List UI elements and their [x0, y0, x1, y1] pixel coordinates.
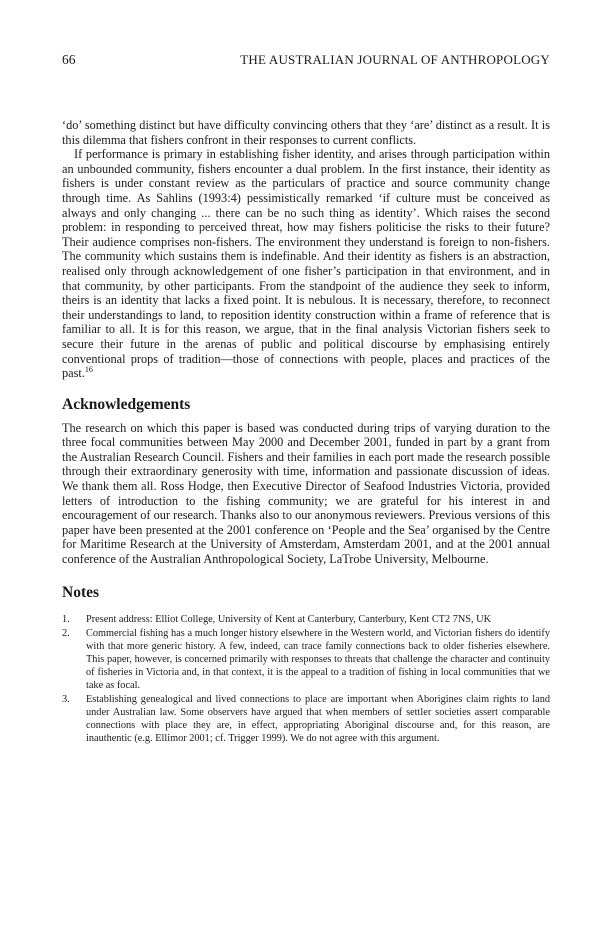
journal-title: THE AUSTRALIAN JOURNAL OF ANTHROPOLOGY — [240, 52, 550, 67]
note-item — [62, 614, 550, 627]
body-paragraph-text: ‘do’ something distinct but have difficulty convincing others that they ‘are’ distinct as a result. It is this dilemma that fishers confront in their responses to current conflicts. — [62, 118, 550, 147]
note-item — [62, 694, 550, 745]
note-number: 1. — [62, 613, 70, 625]
note-item — [62, 628, 550, 692]
body-paragraph-1 — [62, 118, 550, 147]
note-text: Commercial fishing has a much longer history elsewhere in the Western world, and Victorian fishers do identify with that more generic history. A few, indeed, can trace family connections back to older fisheries elsewhere. This paper, however, is concerned primarily with responses to threats that challenge the character and continuity of fisheries in Victoria and, in that context, it is the appeal to a tradition of fishing in local communities that we take as focal. — [86, 628, 550, 691]
note-text: Establishing genealogical and lived connections to place are important when Aborigines claim rights to land under Australian law. Some observers have argued that when members of settler societies assert comparable connections with place they are, in effect, appropriating Aboriginal discourse and, for this reason, are inauthentic (e.g. Ellimor 2001; cf. Trigger 1999). We do not agree with this argument. — [86, 694, 550, 744]
footnote-marker[interactable]: 16 — [84, 365, 93, 374]
notes-list — [62, 614, 550, 746]
note-text: Present address: Elliot College, University of Kent at Canterbury, Canterbury, Kent CT2 7NS, UK — [86, 613, 492, 625]
acknowledgements-text: The research on which this paper is based was conducted during trips of varying duration to the three focal communities between May 2000 and December 2001, funded in part by a grant from the Australian Research Council. Fishers and their families in each port made the research possible through their extraordinary generosity with time, information and passionate discussion of ideas. We thank them all. Ross Hodge, then Executive Director of Seafood Industries Victoria, provided letters of introduction to the fishing community; we are grateful for his interest in and encouragement of our research. Thanks also to our anonymous reviewers. Previous versions of this paper have been presented at the 2001 conference on ‘People and the Sea’ organised by the Centre for Maritime Research at the University of Amsterdam, Amsterdam 2001, and at the 2001 annual conference of the Australian Anthropological Society, LaTrobe University, Melbourne. — [62, 420, 550, 567]
acknowledgements-heading: Acknowledgements — [62, 395, 191, 413]
body-paragraph-2 — [62, 147, 550, 381]
note-number: 2. — [62, 628, 70, 640]
body-paragraph-text: If performance is primary in establishing fisher identity, and arises through participation within an unbounded community, fishers encounter a dual problem. In the first instance, their identity as fishers is under constant review as the particulars of practice and source community change through time. As Sahlins (1993:4) pessimistically remarked ‘if culture must be conceived as always and only changing ... there can be no such thing as identity’. Which raises the second problem: in responding to perceived threat, how may fishers politicise the risks to their future? Their audience comprises non-fishers. The environment they understand is foreign to non-fishers. The community which sustains them is indefinable. And their identity as fishers is an abstraction, realised only through acknowledgement of one fisher’s participation in that environment, and in that community, by other participants. From the standpoint of the audience they seek to inform, theirs is an identity that lacks a fixed point. It is nebulous. It is necessary, therefore, to reconnect their understandings to land, to reposition identity construction within a frame of reference that is familiar to all. It is for this reason, we argue, that in the final analysis Victorian fishers seek to secure their future in the arenas of public and political discourse by emphasising entirely conventional props of tradition—those of connections with people, places and practices of the past. — [62, 147, 550, 381]
running-head — [62, 52, 550, 68]
notes-heading: Notes — [62, 583, 100, 601]
note-number: 3. — [62, 694, 70, 706]
page-number: 66 — [62, 52, 76, 67]
document-page — [62, 52, 550, 748]
